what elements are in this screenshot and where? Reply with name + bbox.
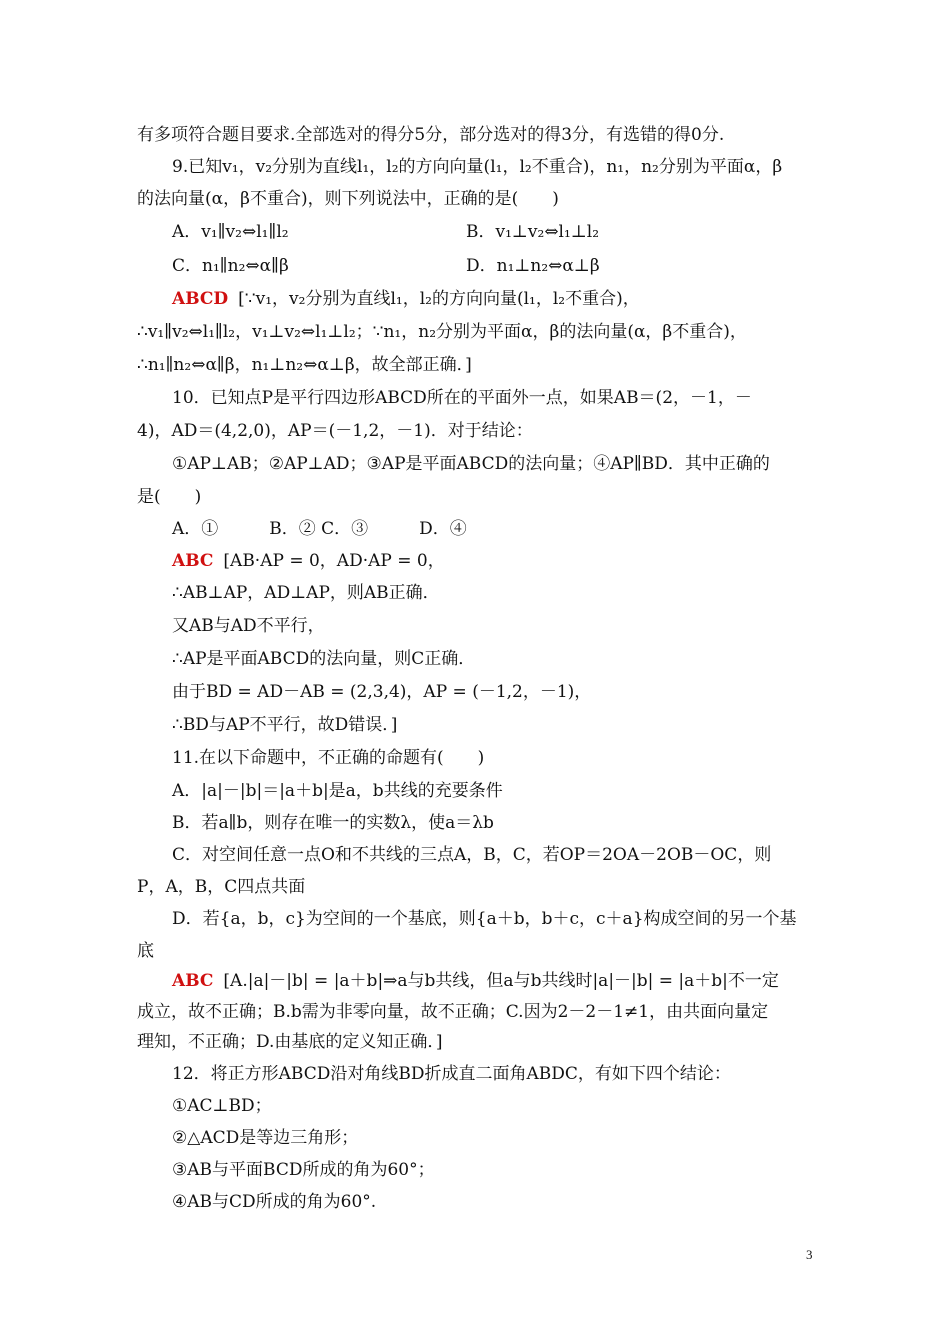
q9-solution-line-1	[172, 287, 817, 311]
q10-solution-line-5: 由于BD = AD－AB = (2,3,4)，AP = (－1,2，－1)，	[172, 682, 592, 702]
q10-solution-line-6: ∴BD与AP不平行，故D错误．]	[172, 715, 398, 735]
q9-stem-line-1: 9.已知v₁，v₂分别为直线l₁，l₂的方向向量(l₁，l₂不重合)，n₁，n₂分别为平面α，β	[172, 157, 783, 177]
q11-option-d-line-2: 底	[137, 941, 154, 961]
q11-stem: 11.在以下命题中，不正确的命题有( )	[172, 748, 485, 768]
q9-option-d: D．n₁⊥n₂⇔α⊥β	[466, 256, 600, 276]
q9-solution-text: [∵v₁，v₂分别为直线l₁，l₂的方向向量(l₁，l₂不重合)，	[238, 289, 640, 309]
q11-answer: ABC	[172, 971, 214, 991]
q11-solution-line-3: 理知，不正确；D.由基底的定义知正确．]	[137, 1032, 443, 1052]
q12-conclusion-3: ③AB与平面BCD所成的角为60°；	[172, 1160, 435, 1180]
q10-solution-line-2: ∴AB⊥AP，AD⊥AP，则AB正确．	[172, 583, 440, 603]
q9-option-b: B．v₁⊥v₂⇔l₁⊥l₂	[466, 222, 600, 242]
page-number: 3	[806, 1247, 813, 1262]
q10-answer: ABC	[172, 551, 214, 571]
q11-option-d-line-1: D．若{a，b，c}为空间的一个基底，则{a＋b，b＋c，c＋a}构成空间的另一个基	[172, 909, 797, 929]
q10-solution-line-1	[172, 549, 817, 573]
q11-solution-line-2: 成立，故不正确；B.b需为非零向量，故不正确；C.因为2－2－1≠1，由共面向量定	[137, 1002, 769, 1022]
q11-option-c-line-1: C．对空间任意一点O和不共线的三点A，B，C，若OP＝2OA－2OB－OC，则	[172, 845, 772, 865]
intro-text: 有多项符合题目要求.全部选对的得分5分，部分选对的得3分，有选错的得0分.	[137, 125, 725, 145]
q11-option-a: A．|a|－|b|＝|a＋b|是a，b共线的充要条件	[172, 781, 503, 801]
q12-conclusion-4: ④AB与CD所成的角为60°.	[172, 1192, 377, 1212]
q9-option-c: C．n₁∥n₂⇔α∥β	[172, 256, 289, 276]
q11-solution-text: [A.|a|－|b| = |a＋b|⇒a与b共线，但a与b共线时|a|－|b| = |a＋b|不一定	[223, 971, 779, 991]
q12-stem: 12．将正方形ABCD沿对角线BD折成直二面角ABDC，有如下四个结论：	[172, 1064, 731, 1084]
q10-stem-line-2: 4)，AD＝(4,2,0)，AP＝(－1,2，－1)．对于结论：	[137, 421, 533, 441]
q10-options: A．① B．② C．③ D．④	[172, 519, 467, 539]
q12-conclusion-2: ②△ACD是等边三角形；	[172, 1128, 359, 1148]
q12-conclusion-1: ①AC⊥BD；	[172, 1096, 272, 1116]
q9-solution-line-3: ∴n₁∥n₂⇔α∥β，n₁⊥n₂⇔α⊥β，故全部正确．]	[137, 355, 472, 375]
q10-solution-line-4: ∴AP是平面ABCD的法向量，则C正确．	[172, 649, 476, 669]
q9-stem-line-2: 的法向量(α，β不重合)，则下列说法中，正确的是( )	[137, 189, 559, 209]
q11-solution-line-1	[172, 969, 817, 993]
q10-stem-line-3: ①AP⊥AB；②AP⊥AD；③AP是平面ABCD的法向量；④AP∥BD．其中正确的	[172, 454, 770, 474]
q10-solution-text: [AB·AP = 0，AD·AP = 0，	[223, 551, 445, 571]
q11-option-c-line-2: P，A，B，C四点共面	[137, 877, 306, 897]
q9-solution-line-2: ∴v₁∥v₂⇔l₁∥l₂，v₁⊥v₂⇔l₁⊥l₂；∵n₁，n₂分别为平面α，β的法向量(α，β不重合)，	[137, 322, 747, 342]
q11-option-b: B．若a∥b，则存在唯一的实数λ，使a＝λb	[172, 813, 494, 833]
q10-solution-line-3: 又AB与AD不平行，	[172, 616, 325, 636]
q10-stem-line-1: 10．已知点P是平行四边形ABCD所在的平面外一点，如果AB＝(2，－1，－	[172, 388, 752, 408]
q10-stem-line-4: 是( )	[137, 487, 202, 507]
q9-answer: ABCD	[172, 289, 229, 309]
q9-option-a: A．v₁∥v₂⇔l₁∥l₂	[172, 222, 289, 242]
